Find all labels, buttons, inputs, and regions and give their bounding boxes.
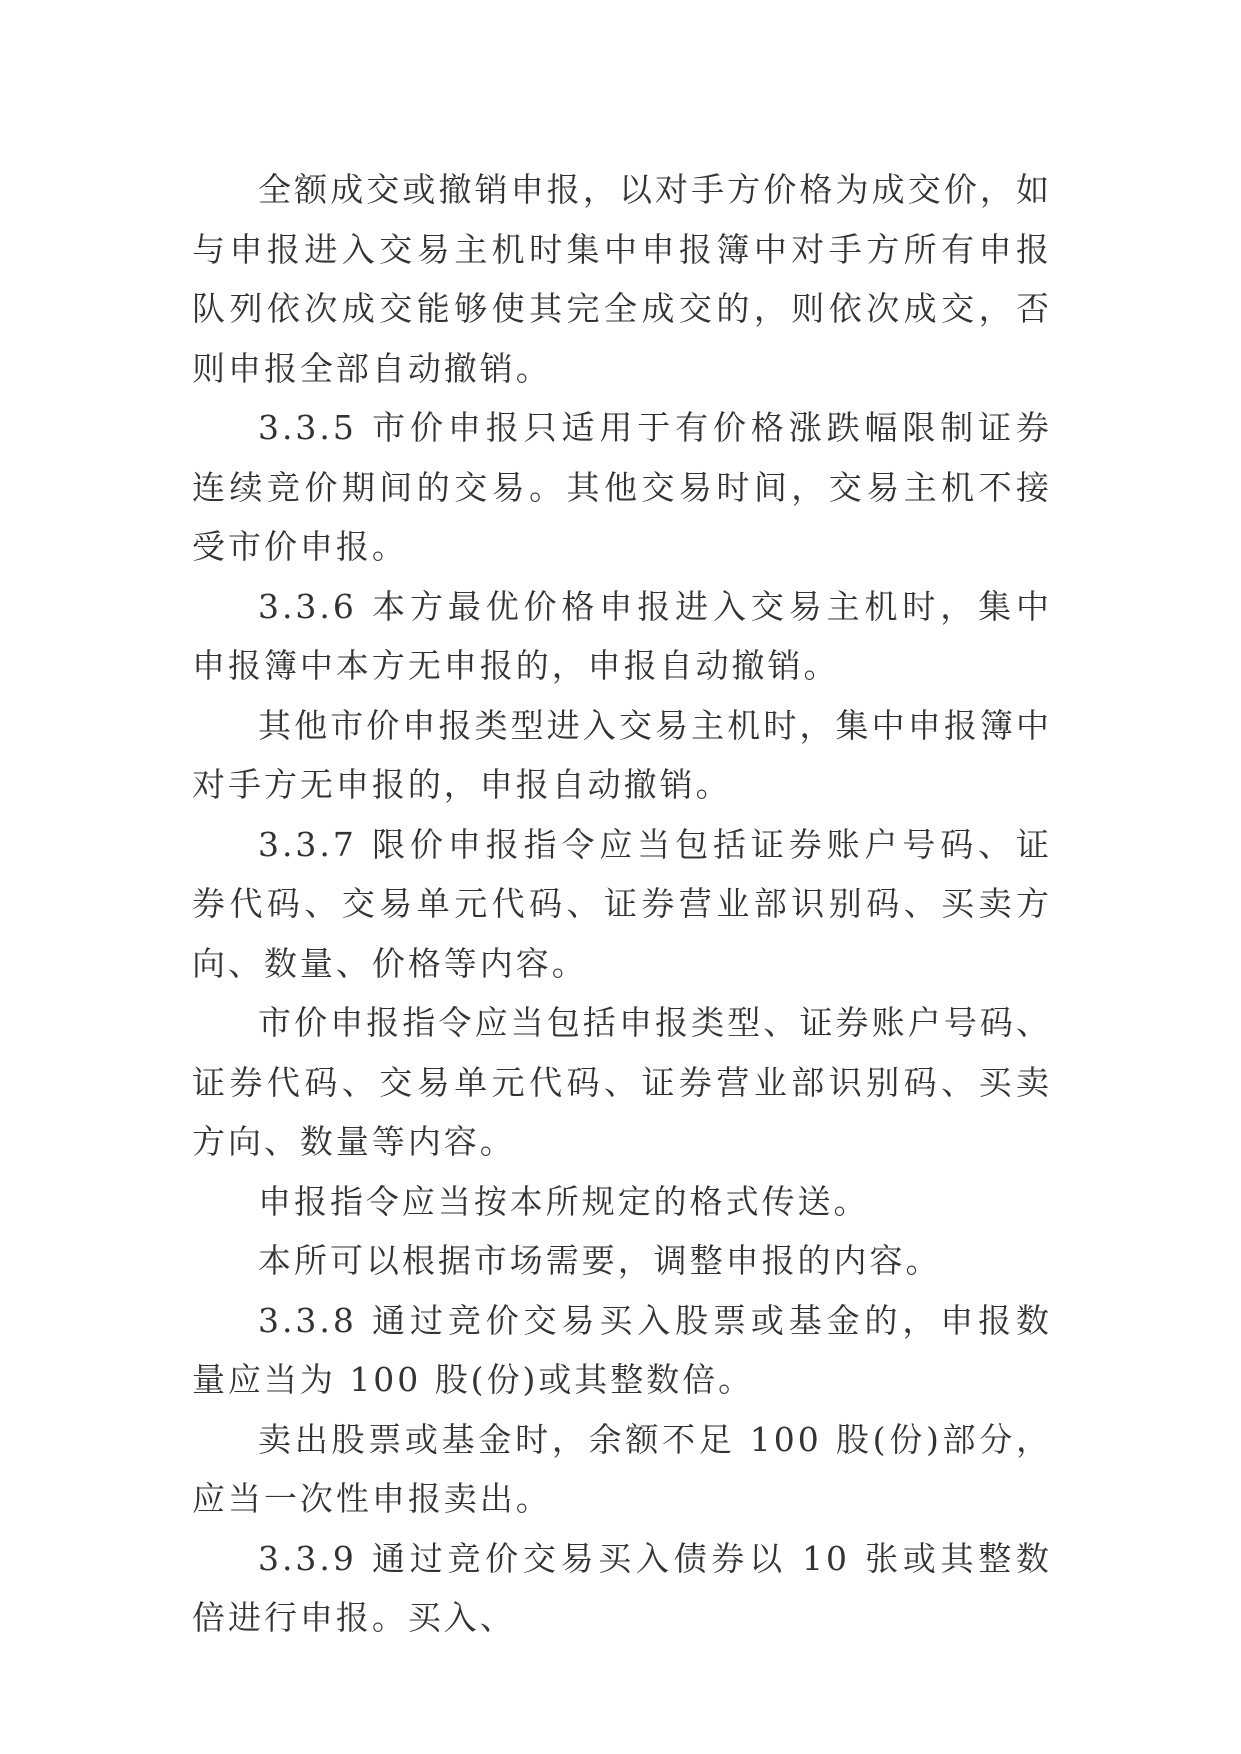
paragraph-odd-lot: 卖出股票或基金时，余额不足 100 股(份)部分，应当一次性申报卖出。	[192, 1419, 1052, 1518]
paragraph-adjust: 本所可以根据市场需要，调整申报的内容。	[258, 1241, 942, 1280]
document-body	[192, 160, 1052, 1648]
paragraph-1: 全额成交或撤销申报，以对手方价格为成交价，如与申报进入交易主机时集中申报簿中对手方所有申报队列依次成交能够使其完全成交的，则依次成交，否则申报全部自动撤销。	[192, 170, 1052, 388]
paragraph-market-order-contents: 市价申报指令应当包括申报类型、证券账户号码、证券代码、交易单元代码、证券营业部识别码、买卖方向、数量等内容。	[192, 1003, 1052, 1161]
paragraph-format: 申报指令应当按本所规定的格式传送。	[258, 1181, 870, 1221]
paragraph-other-market-orders: 其他市价申报类型进入交易主机时，集中申报簿中对手方无申报的，申报自动撤销。	[192, 705, 1052, 804]
paragraph-3-3-8: 3.3.8 通过竞价交易买入股票或基金的，申报数量应当为 100 股(份)或其整数倍。	[192, 1300, 1052, 1399]
paragraph-3-3-7: 3.3.7 限价申报指令应当包括证券账户号码、证券代码、交易单元代码、证券营业部识别码、买卖方向、数量、价格等内容。	[192, 824, 1052, 983]
paragraph-3-3-9: 3.3.9 通过竞价交易买入债券以 10 张或其整数倍进行申报。买入、	[192, 1538, 1052, 1637]
paragraph-3-3-6: 3.3.6 本方最优价格申报进入交易主机时，集中申报簿中本方无申报的，申报自动撤销。	[192, 586, 1052, 685]
paragraph-3-3-5: 3.3.5 市价申报只适用于有价格涨跌幅限制证券连续竞价期间的交易。其他交易时间，交易主机不接受市价申报。	[192, 408, 1052, 566]
